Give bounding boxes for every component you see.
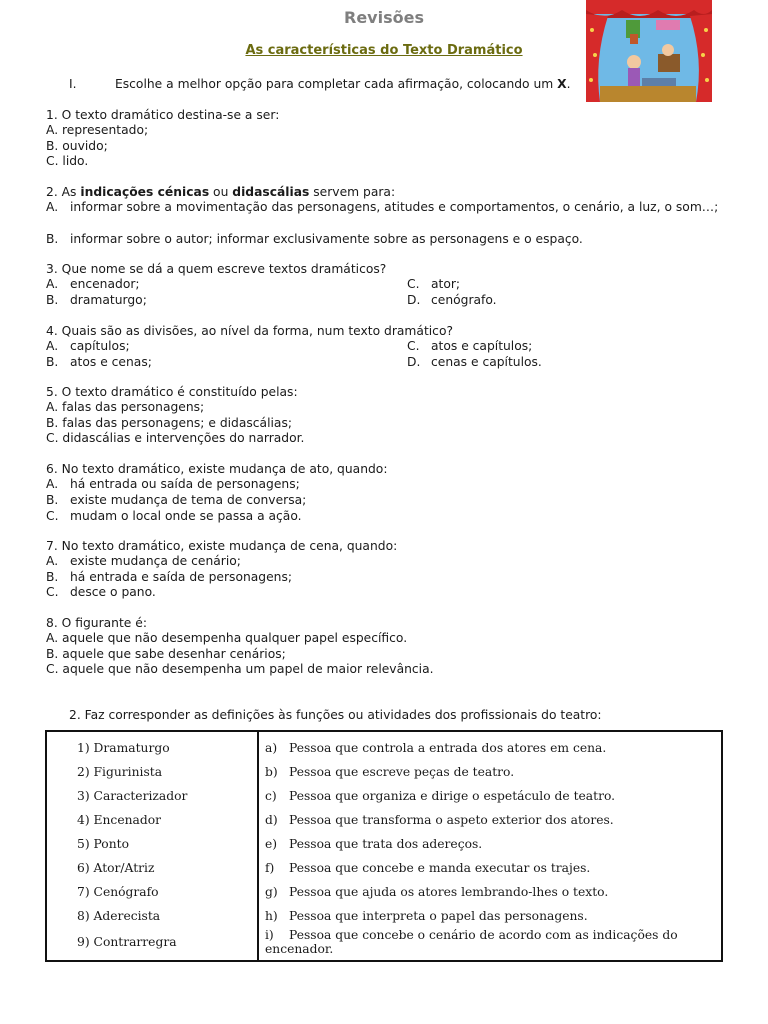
q1-option-c: C. lido. xyxy=(46,154,89,168)
q7-option-b-letter: B. xyxy=(46,570,59,584)
definition-letter: c) xyxy=(265,789,277,803)
q7-option-a-letter: A. xyxy=(46,554,59,568)
q6-option-a-letter: A. xyxy=(46,477,59,491)
q3-option-c-letter: C. xyxy=(407,277,420,291)
q2-option-b-letter: B. xyxy=(46,232,59,246)
q4-option-d-text: cenas e capítulos. xyxy=(431,355,542,369)
q5-option-a: A. falas das personagens; xyxy=(46,400,205,414)
definition-text: Pessoa que concebe e manda executar os trajes. xyxy=(289,861,591,875)
q8-option-a: A. aquele que não desempenha qualquer papel específico. xyxy=(46,631,408,645)
q2-option-b-text: informar sobre o autor; informar exclusivamente sobre as personagens e o espaço. xyxy=(70,232,583,246)
matching-table xyxy=(45,730,723,962)
profession-cell: 2) Figurinista xyxy=(46,760,258,784)
q3-stem: 3. Que nome se dá a quem escreve textos dramáticos? xyxy=(46,262,387,276)
q5-option-c: C. didascálias e intervenções do narrador. xyxy=(46,431,305,445)
matching-row xyxy=(46,928,722,961)
q3-option-b-text: dramaturgo; xyxy=(70,293,147,307)
definition-letter: a) xyxy=(265,741,278,755)
q3-option-c xyxy=(407,277,460,291)
q3-option-d-letter: D. xyxy=(407,293,421,307)
instruction-mark: X xyxy=(557,77,567,91)
instruction-line xyxy=(69,77,571,91)
matching-row xyxy=(46,808,722,832)
q4-option-b xyxy=(46,355,152,369)
definition-cell xyxy=(258,880,722,904)
q8-option-b: B. aquele que sabe desenhar cenários; xyxy=(46,647,286,661)
q6-option-a xyxy=(46,477,300,491)
profession-cell: 1) Dramaturgo xyxy=(46,731,258,760)
definition-letter: d) xyxy=(265,813,278,827)
q6-option-c-letter: C. xyxy=(46,509,59,523)
definition-text: Pessoa que controla a entrada dos atores em cena. xyxy=(289,741,607,755)
q4-option-c-letter: C. xyxy=(407,339,420,353)
q4-option-c xyxy=(407,339,532,353)
stage-floor xyxy=(600,86,696,102)
q1-option-a: A. representado; xyxy=(46,123,149,137)
page-subtitle: As características do Texto Dramático xyxy=(245,43,523,58)
q6-option-b-text: existe mudança de tema de conversa; xyxy=(70,493,307,507)
definition-cell xyxy=(258,928,722,961)
q7-option-c xyxy=(46,585,156,599)
q3-option-c-text: ator; xyxy=(431,277,461,291)
q3-option-d xyxy=(407,293,497,307)
q4-option-b-text: atos e cenas; xyxy=(70,355,152,369)
page-title: Revisões xyxy=(344,8,424,27)
q3-option-a-letter: A. xyxy=(46,277,59,291)
q6-option-a-text: há entrada ou saída de personagens; xyxy=(70,477,300,491)
definition-cell xyxy=(258,856,722,880)
definition-cell xyxy=(258,832,722,856)
profession-cell: 5) Ponto xyxy=(46,832,258,856)
matching-row xyxy=(46,731,722,760)
profession-cell: 7) Cenógrafo xyxy=(46,880,258,904)
q2-stem-term-2: didascálias xyxy=(232,185,310,199)
definition-text: Pessoa que transforma o aspeto exterior dos atores. xyxy=(289,813,614,827)
q2-stem-mid: ou xyxy=(209,185,233,199)
q2-option-a-letter: A. xyxy=(46,200,59,214)
matching-row xyxy=(46,760,722,784)
matching-instruction: 2. Faz corresponder as definições às funções ou atividades dos profissionais do teatro: xyxy=(69,708,602,722)
definition-cell xyxy=(258,731,722,760)
definition-cell xyxy=(258,760,722,784)
definition-text: Pessoa que escreve peças de teatro. xyxy=(289,765,515,779)
q8-stem: 8. O figurante é: xyxy=(46,616,147,630)
q2-option-a-text: informar sobre a movimentação das personagens, atitudes e comportamentos, o cenário, a luz, o som…; xyxy=(70,200,719,214)
q7-option-a xyxy=(46,554,241,568)
definition-text: Pessoa que concebe o cenário de acordo com as indicações do encenador. xyxy=(265,928,678,956)
q6-option-b xyxy=(46,493,306,507)
q3-option-a-text: encenador; xyxy=(70,277,140,291)
matching-row xyxy=(46,904,722,928)
definition-letter: b) xyxy=(265,765,278,779)
definition-text: Pessoa que interpreta o papel das personagens. xyxy=(289,909,588,923)
q2-stem-pre: 2. As xyxy=(46,185,81,199)
q1-stem: 1. O texto dramático destina-se a ser: xyxy=(46,108,280,122)
q4-stem: 4. Quais são as divisões, ao nível da forma, num texto dramático? xyxy=(46,324,453,338)
profession-cell: 6) Ator/Atriz xyxy=(46,856,258,880)
definition-cell xyxy=(258,808,722,832)
q6-option-c-text: mudam o local onde se passa a ação. xyxy=(70,509,302,523)
q7-stem: 7. No texto dramático, existe mudança de cena, quando: xyxy=(46,539,398,553)
profession-cell: 4) Encenador xyxy=(46,808,258,832)
q2-stem xyxy=(46,185,395,199)
q7-option-b-text: há entrada e saída de personagens; xyxy=(70,570,293,584)
q4-option-a-letter: A. xyxy=(46,339,59,353)
definition-text: Pessoa que organiza e dirige o espetáculo de teatro. xyxy=(289,789,616,803)
definition-cell xyxy=(258,904,722,928)
q4-option-c-text: atos e capítulos; xyxy=(431,339,533,353)
definition-letter: i) xyxy=(265,928,274,942)
q7-option-b xyxy=(46,570,292,584)
q3-option-a xyxy=(46,277,140,291)
definition-letter: h) xyxy=(265,909,278,923)
q7-option-c-letter: C. xyxy=(46,585,59,599)
q5-stem: 5. O texto dramático é constituído pelas: xyxy=(46,385,298,399)
q4-option-d-letter: D. xyxy=(407,355,421,369)
q3-option-d-text: cenógrafo. xyxy=(431,293,497,307)
matching-row xyxy=(46,832,722,856)
profession-cell: 3) Caracterizador xyxy=(46,784,258,808)
q4-option-d xyxy=(407,355,542,369)
definition-text: Pessoa que trata dos adereços. xyxy=(289,837,483,851)
q3-option-b-letter: B. xyxy=(46,293,59,307)
matching-row xyxy=(46,784,722,808)
q5-option-b: B. falas das personagens; e didascálias; xyxy=(46,416,293,430)
definition-letter: f) xyxy=(265,861,275,875)
definition-cell xyxy=(258,784,722,808)
definition-text: Pessoa que ajuda os atores lembrando-lhes o texto. xyxy=(289,885,609,899)
q2-option-b xyxy=(46,232,583,246)
q2-stem-post: servem para: xyxy=(309,185,396,199)
matching-row xyxy=(46,856,722,880)
q1-option-b: B. ouvido; xyxy=(46,139,108,153)
q6-option-c xyxy=(46,509,302,523)
q6-option-b-letter: B. xyxy=(46,493,59,507)
definition-letter: e) xyxy=(265,837,278,851)
instruction-text: Escolhe a melhor opção para completar cada afirmação, colocando um xyxy=(115,77,554,91)
q4-option-b-letter: B. xyxy=(46,355,59,369)
profession-cell: 8) Aderecista xyxy=(46,904,258,928)
q3-option-b xyxy=(46,293,147,307)
q8-option-c: C. aquele que não desempenha um papel de maior relevância. xyxy=(46,662,434,676)
instruction-number: I. xyxy=(69,77,77,91)
matching-row xyxy=(46,880,722,904)
q7-option-c-text: desce o pano. xyxy=(70,585,156,599)
q7-option-a-text: existe mudança de cenário; xyxy=(70,554,241,568)
q4-option-a-text: capítulos; xyxy=(70,339,130,353)
theatre-stage-illustration xyxy=(586,0,712,102)
profession-cell: 9) Contrarregra xyxy=(46,928,258,961)
q2-option-a xyxy=(46,200,722,216)
q6-stem: 6. No texto dramático, existe mudança de ato, quando: xyxy=(46,462,388,476)
definition-letter: g) xyxy=(265,885,278,899)
instruction-end: . xyxy=(566,77,571,91)
q2-stem-term-1: indicações cénicas xyxy=(80,185,210,199)
q4-option-a xyxy=(46,339,130,353)
